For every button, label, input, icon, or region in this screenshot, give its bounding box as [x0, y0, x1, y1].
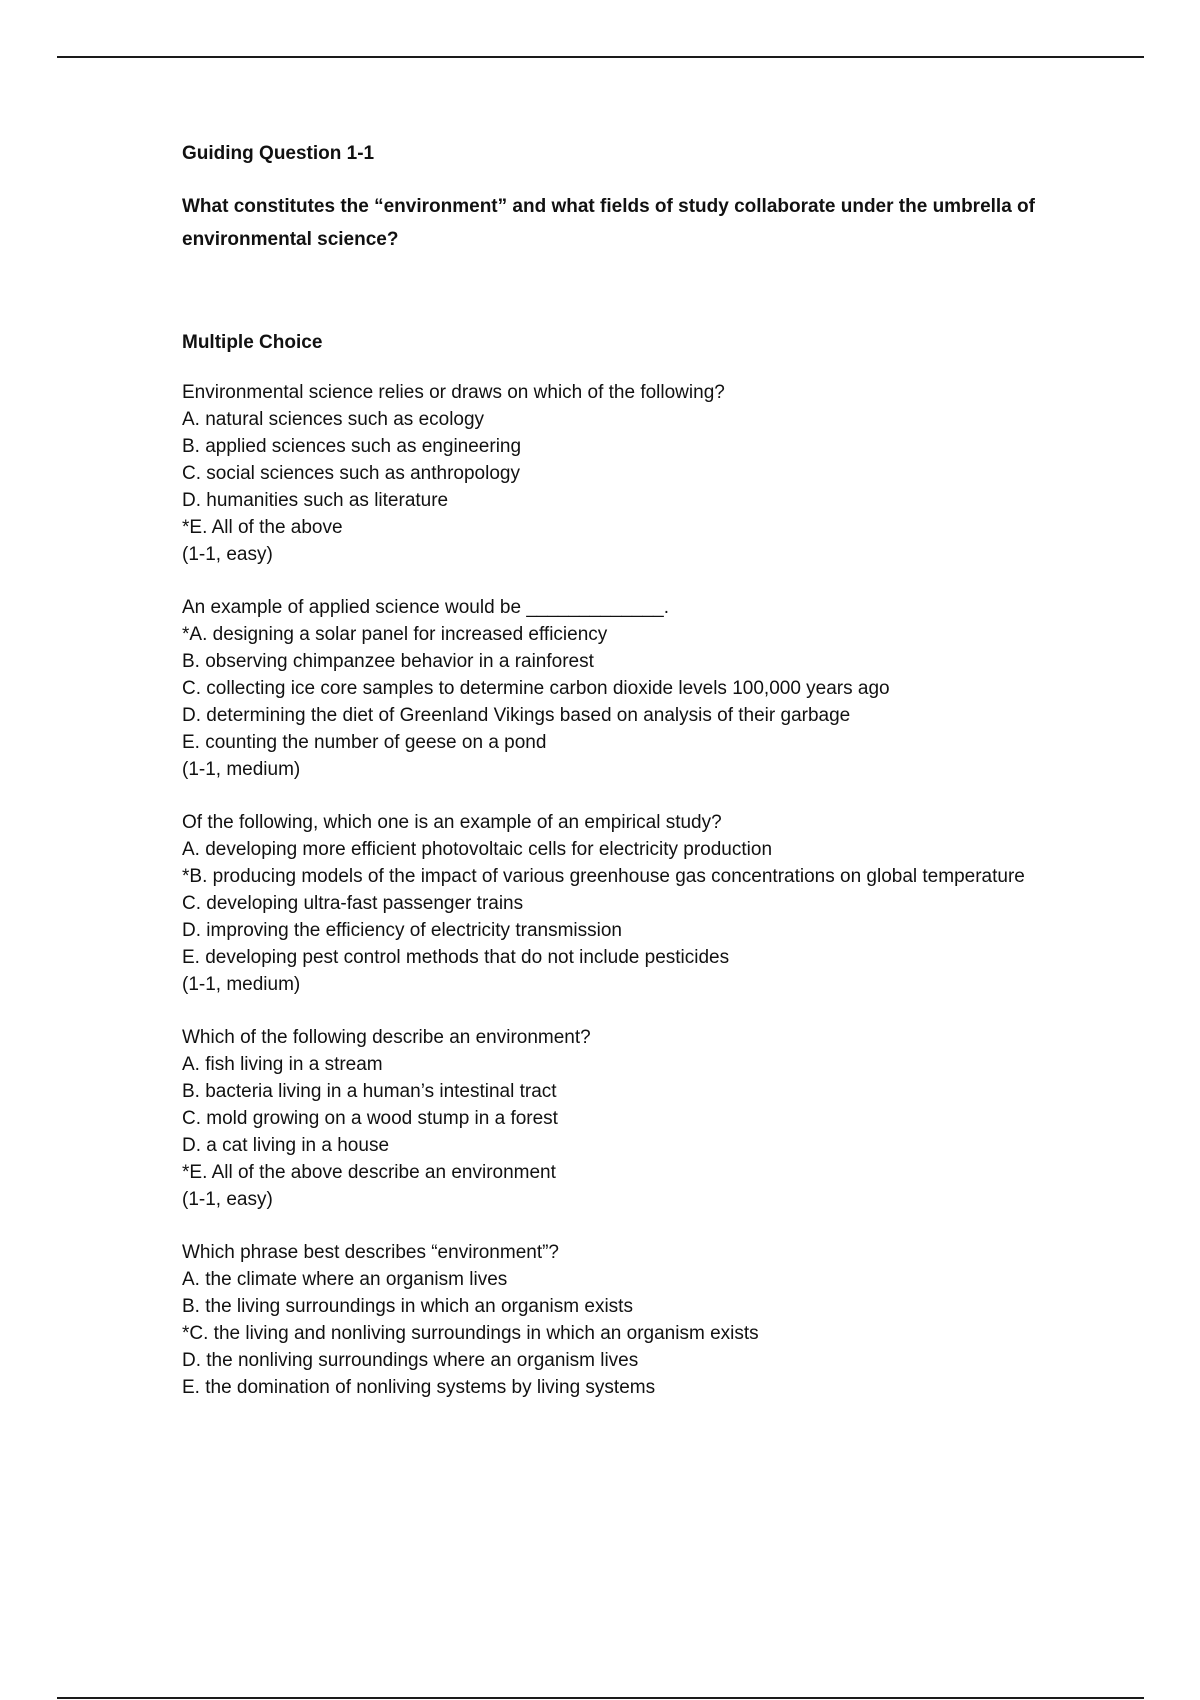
question-3: [182, 809, 1082, 998]
answer-option: C. developing ultra-fast passenger trains: [182, 893, 524, 914]
question-stem: Which of the following describe an environment?: [182, 1027, 591, 1048]
answer-option-correct: *E. All of the above: [182, 517, 343, 538]
header-rule: [57, 56, 1144, 58]
answer-option: C. mold growing on a wood stump in a forest: [182, 1108, 558, 1129]
question-meta: (1-1, easy): [182, 544, 273, 565]
question-5: [182, 1239, 1082, 1401]
question-stem: Environmental science relies or draws on which of the following?: [182, 382, 725, 403]
answer-option-correct: *A. designing a solar panel for increased efficiency: [182, 624, 608, 645]
question-meta: (1-1, medium): [182, 759, 301, 780]
answer-option-correct: *B. producing models of the impact of various greenhouse gas concentrations on global temperature: [182, 866, 1025, 887]
question-stem: Which phrase best describes “environment”?: [182, 1242, 560, 1263]
answer-option: D. a cat living in a house: [182, 1135, 390, 1156]
question-stem: An example of applied science would be _____________.: [182, 597, 669, 618]
answer-option: A. natural sciences such as ecology: [182, 409, 485, 430]
question-2: [182, 594, 1082, 783]
guiding-question-text: What constitutes the “environment” and what fields of study collaborate under the umbrella of environmental science?: [182, 196, 1035, 250]
answer-option: E. counting the number of geese on a pond: [182, 732, 547, 753]
answer-option: C. social sciences such as anthropology: [182, 463, 520, 484]
answer-option: D. the nonliving surroundings where an organism lives: [182, 1350, 639, 1371]
footer-rule: [57, 1697, 1144, 1699]
answer-option: B. observing chimpanzee behavior in a rainforest: [182, 651, 594, 672]
question-4: [182, 1024, 1082, 1213]
question-meta: (1-1, easy): [182, 1189, 273, 1210]
answer-option: C. collecting ice core samples to determine carbon dioxide levels 100,000 years ago: [182, 678, 890, 699]
document-body: [182, 140, 1082, 1427]
answer-option: A. the climate where an organism lives: [182, 1269, 508, 1290]
answer-option: A. fish living in a stream: [182, 1054, 383, 1075]
question-meta: (1-1, medium): [182, 974, 301, 995]
answer-option: B. the living surroundings in which an organism exists: [182, 1296, 633, 1317]
answer-option: D. humanities such as literature: [182, 490, 449, 511]
answer-option-correct: *C. the living and nonliving surroundings in which an organism exists: [182, 1323, 759, 1344]
multiple-choice-heading: Multiple Choice: [182, 332, 323, 353]
answer-option: A. developing more efficient photovoltaic cells for electricity production: [182, 839, 773, 860]
answer-option-correct: *E. All of the above describe an environment: [182, 1162, 556, 1183]
guiding-question-title: Guiding Question 1-1: [182, 143, 375, 164]
answer-option: E. developing pest control methods that do not include pesticides: [182, 947, 730, 968]
answer-option: E. the domination of nonliving systems by living systems: [182, 1377, 656, 1398]
answer-option: D. improving the efficiency of electricity transmission: [182, 920, 622, 941]
question-1: [182, 379, 1082, 568]
answer-option: B. bacteria living in a human’s intestinal tract: [182, 1081, 557, 1102]
question-stem: Of the following, which one is an example of an empirical study?: [182, 812, 722, 833]
answer-option: D. determining the diet of Greenland Vikings based on analysis of their garbage: [182, 705, 851, 726]
answer-option: B. applied sciences such as engineering: [182, 436, 522, 457]
